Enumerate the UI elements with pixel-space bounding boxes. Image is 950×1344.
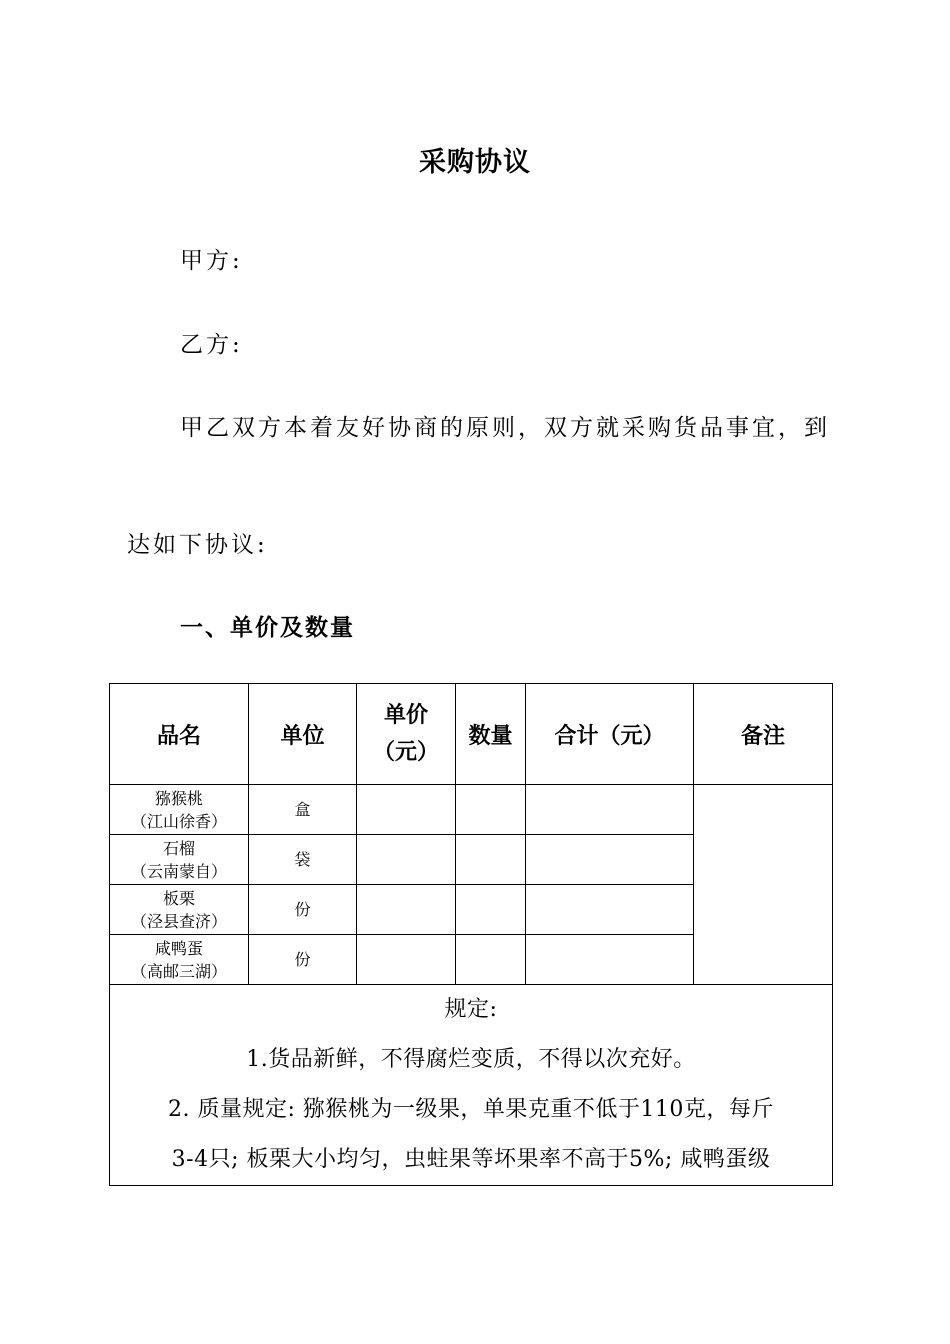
rules-row [110, 985, 833, 1186]
item-quantity-cell[interactable] [456, 935, 526, 985]
item-price-cell[interactable] [357, 835, 456, 885]
rules-heading: 规定: [444, 997, 498, 1022]
header-unit: 单位 [249, 684, 357, 785]
intro-paragraph-line2: 达如下协议: [127, 532, 268, 558]
item-price-cell[interactable] [357, 885, 456, 935]
rules-line-1: 1.货品新鲜，不得腐烂变质，不得以次充好。 [246, 1047, 696, 1072]
item-unit: 盒 [249, 785, 357, 835]
item-quantity-cell[interactable] [456, 835, 526, 885]
document-title: 采购协议 [419, 147, 531, 178]
item-total-cell[interactable] [526, 935, 694, 985]
header-price-line1: 单价 [383, 703, 428, 728]
header-price-line2: （元） [372, 740, 439, 765]
item-quantity-cell[interactable] [456, 785, 526, 835]
item-origin: （高邮三湖） [130, 961, 227, 981]
item-name: 咸鸭蛋 [154, 938, 203, 958]
rules-line-2: 2. 质量规定: 猕猴桃为一级果，单果克重不低于110克，每斤 [168, 1097, 774, 1122]
section-heading-price-quantity: 一、单价及数量 [180, 615, 355, 641]
rules-line-3: 3-4只; 板栗大小均匀，虫蛀果等坏果率不高于5%; 咸鸭蛋级 [171, 1147, 771, 1172]
header-quantity: 数量 [456, 684, 526, 785]
item-unit: 份 [249, 935, 357, 985]
item-name-cell [110, 885, 249, 935]
table-header-row [110, 684, 833, 785]
item-name-cell [110, 935, 249, 985]
item-name: 石榴 [162, 838, 195, 858]
party-a-label: 甲方: [180, 248, 243, 274]
item-name: 猕猴桃 [154, 788, 203, 808]
item-total-cell[interactable] [526, 835, 694, 885]
item-price-cell[interactable] [357, 935, 456, 985]
party-b-label: 乙方: [180, 332, 243, 358]
item-total-cell[interactable] [526, 785, 694, 835]
rules-cell [110, 985, 833, 1186]
header-price [357, 684, 456, 785]
item-name-cell [110, 785, 249, 835]
note-cell[interactable] [694, 785, 833, 985]
item-price-cell[interactable] [357, 785, 456, 835]
intro-paragraph-line1: 甲乙双方本着友好协商的原则，双方就采购货品事宜，到 [180, 415, 830, 441]
item-unit: 份 [249, 885, 357, 935]
item-quantity-cell[interactable] [456, 885, 526, 935]
item-origin: （泾县查济） [130, 911, 227, 931]
item-name-cell [110, 835, 249, 885]
item-unit: 袋 [249, 835, 357, 885]
header-note: 备注 [694, 684, 833, 785]
item-total-cell[interactable] [526, 885, 694, 935]
table-row [110, 785, 833, 835]
header-total: 合计（元） [526, 684, 694, 785]
header-name: 品名 [110, 684, 249, 785]
item-origin: （江山徐香） [130, 811, 227, 831]
item-name: 板栗 [162, 888, 195, 908]
item-origin: （云南蒙自） [130, 861, 227, 881]
price-quantity-table [109, 683, 833, 1186]
